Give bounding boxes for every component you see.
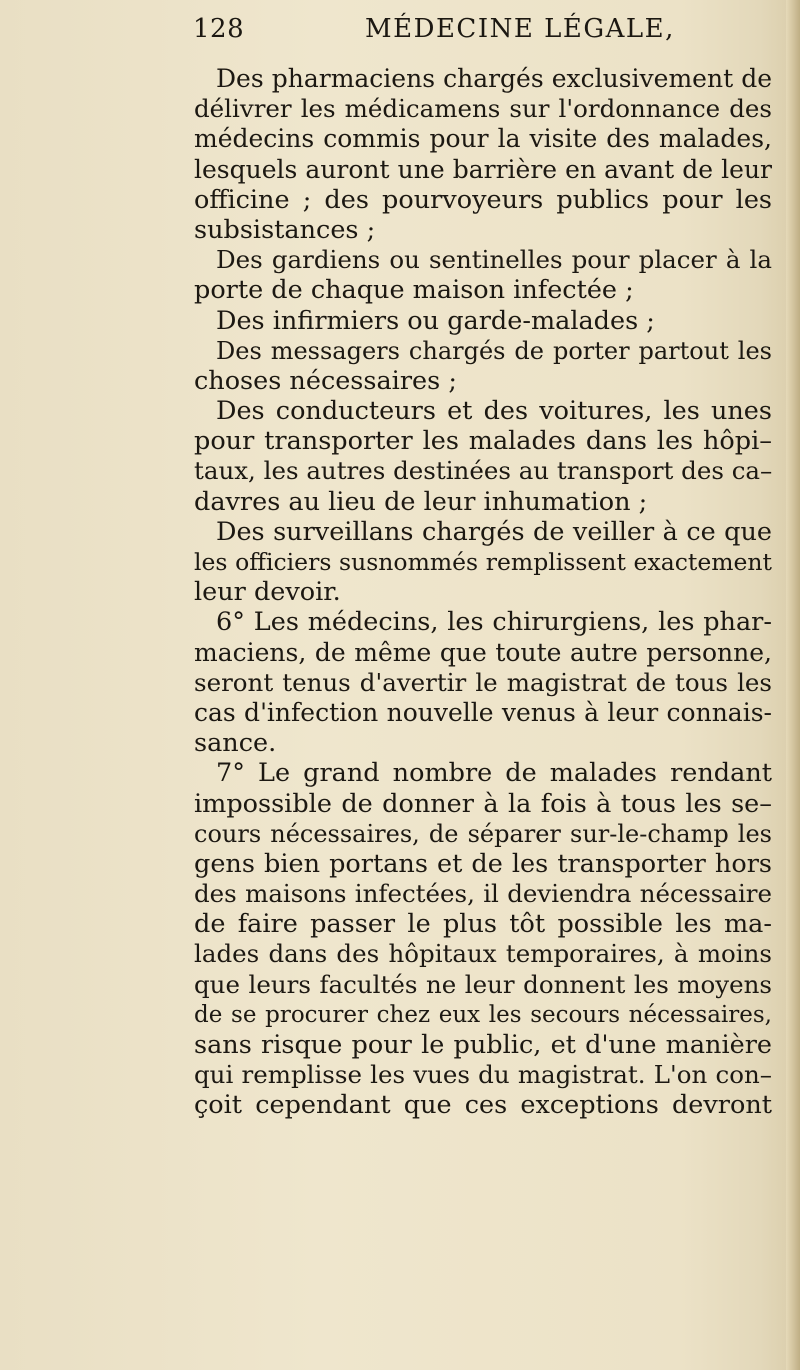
text-line: taux, les autres destinées au transport des ca– — [194, 456, 773, 486]
text-line: Des pharmaciens chargés exclusivement de — [216, 64, 772, 93]
text-line: qui remplisse les vues du magistrat. L'on con– — [194, 1060, 772, 1090]
text-line: de faire passer le plus tôt possible les ma- — [194, 909, 772, 940]
text-line: délivrer les médicamens sur l'ordonnance des — [194, 94, 772, 124]
page-number: 128 — [193, 14, 245, 44]
text-line: choses nécessaires ; — [194, 365, 457, 396]
text-line: çoit cependant que ces exceptions devront — [194, 1090, 772, 1121]
text-line: lesquels auront une barrière en avant de leur — [194, 154, 772, 184]
text-line: sance. — [194, 728, 277, 759]
page-header — [193, 14, 753, 54]
text-line: cas d'infection nouvelle venus à leur connais- — [194, 697, 772, 727]
text-line: médecins commis pour la visite des malades, — [194, 124, 772, 154]
text-line: cours nécessaires, de séparer sur-le-champ les — [194, 819, 772, 848]
text-line: Des infirmiers ou garde-malades ; — [216, 305, 655, 336]
text-line: Des conducteurs et des voitures, les unes — [216, 396, 772, 427]
text-line: leur devoir. — [194, 577, 341, 608]
text-line: Des messagers chargés de porter partout les — [216, 336, 772, 365]
text-line: lades dans des hôpitaux temporaires, à moins — [194, 939, 772, 969]
text-line: que leurs facultés ne leur donnent les moyens — [194, 969, 772, 999]
running-head: MÉDECINE LÉGALE, — [365, 14, 675, 44]
text-line: maciens, de même que toute autre personne, — [194, 637, 772, 667]
text-line: de se procurer chez eux les secours nécessaires, — [194, 1001, 772, 1028]
text-line: Des gardiens ou sentinelles pour placer à la — [216, 245, 772, 275]
text-line: porte de chaque maison infectée ; — [194, 275, 634, 306]
text-line: les officiers susnommés remplissent exactement — [194, 548, 772, 576]
text-line: des maisons infectées, il deviendra nécessaire — [194, 879, 772, 909]
text-line: sans risque pour le public, et d'une manière — [194, 1030, 772, 1060]
page-edge — [786, 0, 800, 1370]
text-line: 7° Le grand nombre de malades rendant — [216, 758, 772, 789]
text-line: gens bien portans et de les transporter hors — [194, 848, 772, 879]
text-line: Des surveillans chargés de veiller à ce que — [216, 516, 772, 547]
text-line: seront tenus d'avertir le magistrat de tous les — [194, 667, 772, 697]
text-line: subsistances ; — [194, 214, 376, 245]
body-text — [194, 64, 772, 1121]
text-line: impossible de donner à la fois à tous les se– — [194, 788, 772, 819]
text-line: officine ; des pourvoyeurs publics pour les — [194, 184, 772, 215]
text-line: 6° Les médecins, les chirurgiens, les phar- — [216, 607, 772, 638]
text-line: davres au lieu de leur inhumation ; — [194, 486, 648, 517]
text-line: pour transporter les malades dans les hôpi– — [194, 426, 772, 457]
